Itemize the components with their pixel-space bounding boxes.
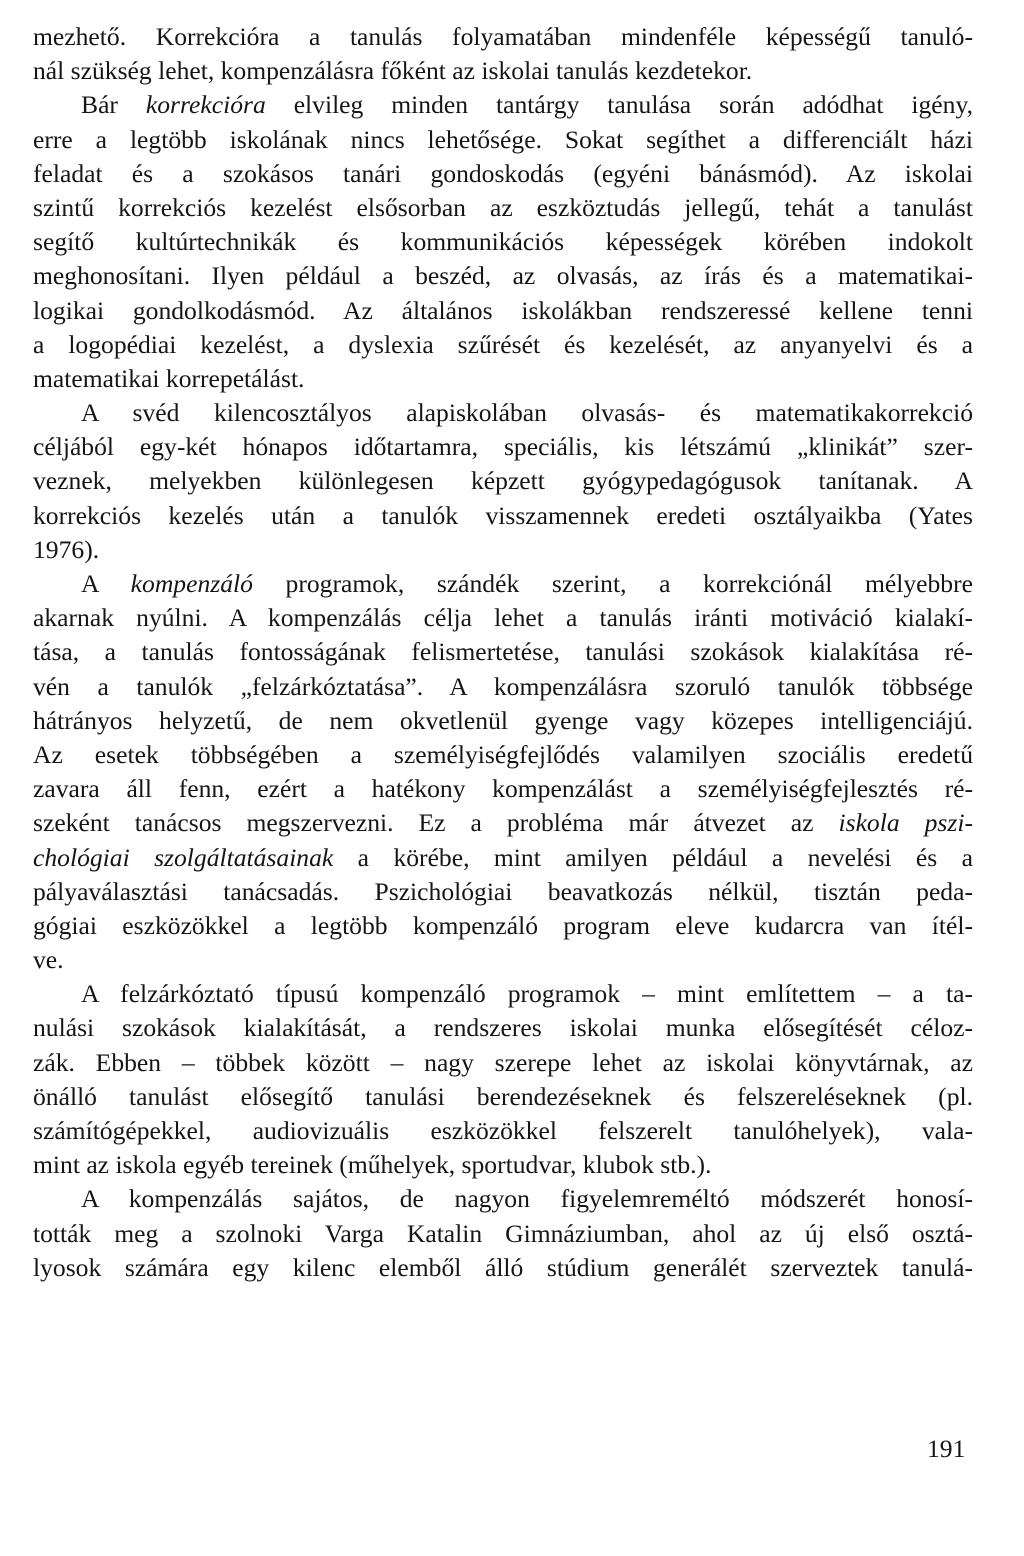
text-line: [33, 20, 973, 54]
italic-term: chológiai szolgáltatásainak: [33, 842, 334, 872]
text-run: A kompenzálás sajátos, de nagyon figyelemreméltó módszerét honosí-: [81, 1184, 973, 1214]
text-run: tották meg a szolnoki Varga Katalin Gimnáziumban, ahol az új első osztá-: [33, 1218, 973, 1248]
text-line: [33, 1148, 973, 1182]
text-line: [33, 499, 973, 533]
text-line: [33, 670, 973, 704]
text-run: elvileg minden tantárgy tanulása során adódhat igény,: [265, 90, 973, 120]
text-run: önálló tanulást elősegítő tanulási berendezéseknek és felszereléseknek (pl.: [33, 1081, 973, 1111]
text-run: akarnak nyúlni. A kompenzálás célja lehet a tanulás iránti motiváció kialakí-: [33, 603, 973, 633]
text-line: [33, 841, 973, 875]
text-run: korrekciós kezelés után a tanulók visszamennek eredeti osztályaikba (Yates: [33, 500, 973, 530]
page-body: [33, 20, 973, 1285]
page-number: 191: [927, 1434, 966, 1463]
text-run: számítógépekkel, audiovizuális eszközökkel felszerelt tanulóhelyek), vala-: [33, 1116, 973, 1145]
italic-term: kompenzáló: [130, 569, 253, 598]
text-line: [33, 533, 973, 567]
text-run: tása, a tanulás fontosságának felismertetése, tanulási szokások kialakítása ré-: [33, 637, 973, 667]
text-run: nál szükség lehet, kompenzálásra főként az iskolai tanulás kezdetekor.: [33, 56, 753, 86]
text-run: A svéd kilencosztályos alapiskolában olvasás- és matematikakorrekció: [81, 398, 973, 428]
text-run: programok, szándék szerint, a korrekciónál mélyebbre: [252, 569, 973, 598]
text-run: céljából egy-két hónapos időtartamra, speciális, kis létszámú „klinikát” szer-: [33, 432, 973, 462]
text-run: veznek, melyekben különlegesen képzett gyógypedagógusok tanítanak. A: [33, 466, 973, 496]
text-run: vén a tanulók „felzárkóztatása”. A kompenzálásra szoruló tanulók többsége: [33, 671, 973, 701]
text-line: [33, 738, 973, 772]
text-run: mezhető. Korrekcióra a tanulás folyamatában mindenféle képességű tanuló-: [33, 22, 973, 51]
text-run: ve.: [33, 945, 64, 975]
text-line: [33, 772, 973, 806]
text-run: pályaválasztási tanácsadás. Pszichológiai beavatkozás nélkül, tisztán peda-: [33, 876, 973, 906]
text-line: [33, 704, 973, 738]
text-line: [33, 1011, 973, 1045]
text-run: szeként tanácsos megszervezni. Ez a probléma már átvezet az: [33, 808, 839, 838]
text-run: gógiai eszközökkel a legtöbb kompenzáló program eleve kudarcra van ítél-: [33, 910, 973, 940]
text-line: [33, 806, 973, 840]
text-line: [33, 123, 973, 157]
text-run: hátrányos helyzetű, de nem okvetlenül gyenge vagy közepes intelligenciájú.: [33, 705, 973, 735]
text-line: [33, 1046, 973, 1080]
text-line: [33, 396, 973, 430]
text-line: [33, 1114, 973, 1148]
text-line: [33, 601, 973, 635]
text-line: [33, 943, 973, 977]
text-run: zák. Ebben – többek között – nagy szerepe lehet az iskolai könyvtárnak, az: [33, 1047, 973, 1077]
text-run: meghonosítani. Ilyen például a beszéd, az olvasás, az írás és a matematikai-: [33, 261, 973, 291]
text-line: [33, 875, 973, 909]
text-line: [33, 225, 973, 259]
text-run: zavara áll fenn, ezért a hatékony kompenzálást a személyiségfejlesztés ré-: [33, 774, 973, 804]
text-run: Bár: [81, 90, 146, 120]
text-run: A felzárkóztató típusú kompenzáló programok – mint említettem – a ta-: [81, 979, 973, 1009]
text-line: [33, 1080, 973, 1114]
text-run: matematikai korrepetálást.: [33, 363, 305, 393]
text-run: erre a legtöbb iskolának nincs lehetősége. Sokat segíthet a differenciált házi: [33, 124, 973, 154]
text-line: [33, 191, 973, 225]
text-line: [33, 977, 973, 1011]
text-line: [33, 1217, 973, 1251]
text-run: a körébe, mint amilyen például a nevelési és a: [333, 842, 973, 872]
text-run: Az esetek többségében a személyiségfejlődés valamilyen szociális eredetű: [33, 739, 973, 769]
text-line: [33, 430, 973, 464]
text-line: [33, 567, 973, 601]
italic-term: korrekcióra: [145, 90, 266, 120]
text-line: [33, 157, 973, 191]
text-run: lyosok számára egy kilenc elemből álló stúdium generálét szerveztek tanulá-: [33, 1252, 973, 1282]
text-run: logikai gondolkodásmód. Az általános iskolákban rendszeressé kellene tenni: [33, 295, 973, 325]
text-run: szintű korrekciós kezelést elsősorban az eszköztudás jellegű, tehát a tanulást: [33, 192, 973, 222]
text-line: [33, 294, 973, 328]
text-run: A: [81, 569, 131, 598]
text-line: [33, 909, 973, 943]
text-line: [33, 1251, 973, 1285]
text-run: a logopédiai kezelést, a dyslexia szűrését és kezelését, az anyanyelvi és a: [33, 329, 973, 359]
text-run: feladat és a szokásos tanári gondoskodás (egyéni bánásmód). Az iskolai: [33, 158, 973, 188]
text-run: nulási szokások kialakítását, a rendszeres iskolai munka elősegítését céloz-: [33, 1013, 973, 1043]
text-line: [33, 328, 973, 362]
text-run: segítő kultúrtechnikák és kommunikációs képességek körében indokolt: [33, 227, 973, 257]
text-run: mint az iskola egyéb tereinek (műhelyek, sportudvar, klubok stb.).: [33, 1150, 712, 1180]
text-line: [33, 259, 973, 293]
italic-term: iskola pszi-: [838, 808, 973, 838]
text-line: [33, 464, 973, 498]
text-line: [33, 1182, 973, 1216]
text-line: [33, 88, 973, 122]
text-run: 1976).: [33, 534, 100, 564]
text-line: [33, 635, 973, 669]
text-line: [33, 54, 973, 88]
text-line: [33, 362, 973, 396]
